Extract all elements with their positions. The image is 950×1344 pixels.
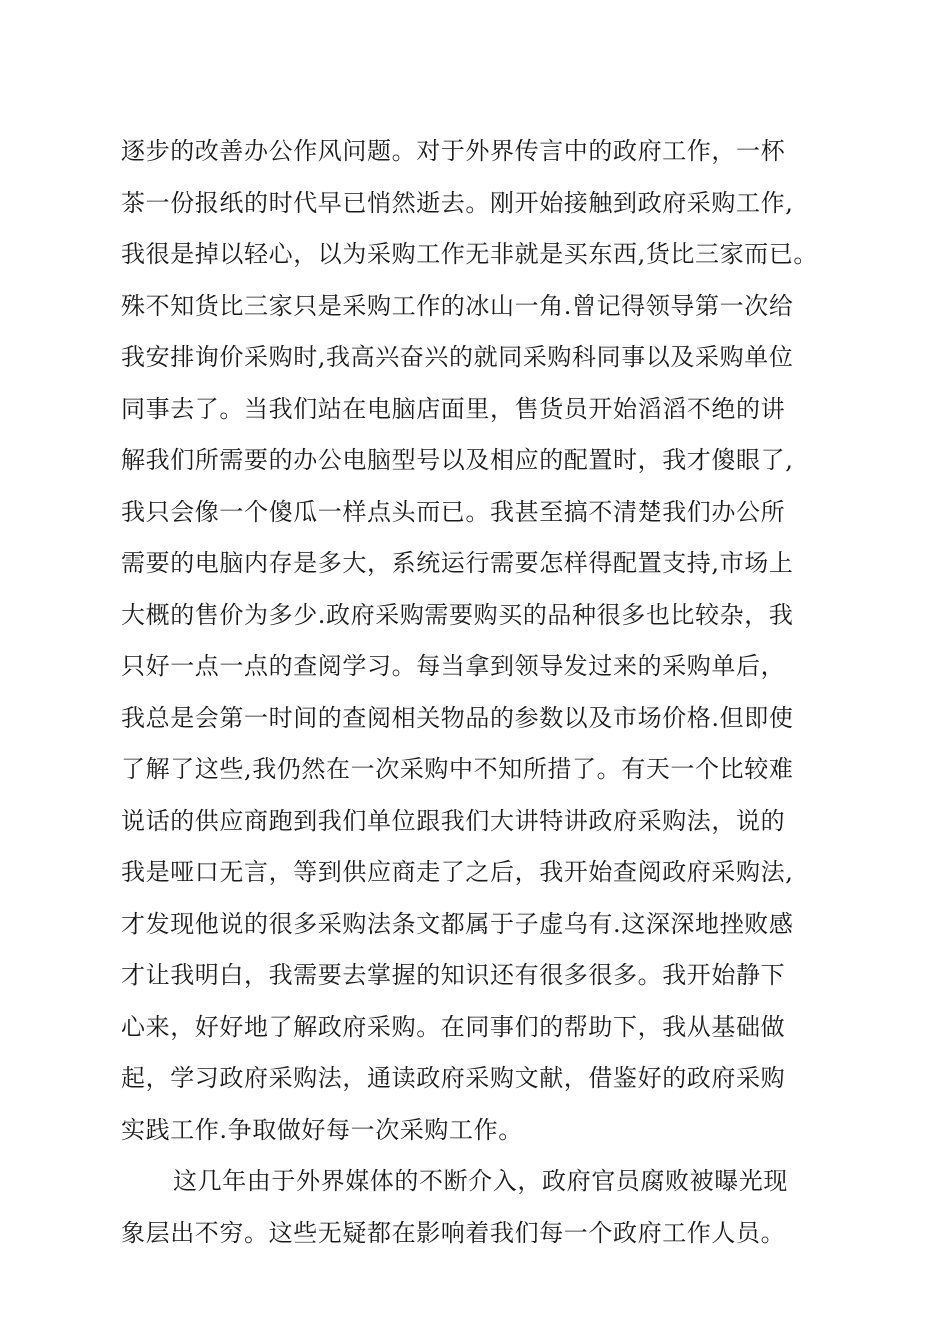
text-line: 茶一份报纸的时代早已悄然逝去。刚开始接触到政府采购工作, bbox=[121, 188, 794, 217]
text-line: 象层出不穷。这些无疑都在影响着我们每一个政府工作人员。 bbox=[121, 1218, 786, 1247]
text-line: 大概的售价为多少.政府采购需要购买的品种很多也比较杂，我 bbox=[121, 600, 794, 629]
text-line: 我安排询价采购时,我高兴奋兴的就同采购科同事以及采购单位 bbox=[121, 343, 794, 371]
text-line: 只好一点一点的查阅学习。每当拿到领导发过来的采购单后， bbox=[121, 652, 786, 680]
text-line: 才让我明白，我需要去掌握的知识还有很多很多。我开始静下 bbox=[121, 961, 786, 989]
text-line: 心来，好好地了解政府采购。在同事们的帮助下，我从基础做 bbox=[121, 1012, 786, 1041]
text-line: 我很是掉以轻心，以为采购工作无非就是买东西,货比三家而已。 bbox=[121, 240, 819, 268]
text-line: 才发现他说的很多采购法条文都属于子虚乌有.这深深地挫败感 bbox=[121, 909, 794, 938]
text-line: 解我们所需要的办公电脑型号以及相应的配置时，我才傻眼了, bbox=[121, 446, 794, 474]
text-line: 需要的电脑内存是多大，系统运行需要怎样得配置支持,市场上 bbox=[121, 549, 794, 577]
text-line: 实践工作.争取做好每一次采购工作。 bbox=[121, 1115, 523, 1144]
text-line: 我是哑口无言，等到供应商走了之后，我开始查阅政府采购法, bbox=[121, 858, 794, 886]
text-line: 我总是会第一时间的查阅相关物品的参数以及市场价格.但即使 bbox=[121, 703, 794, 732]
text-line: 逐步的改善办公作风问题。对于外界传言中的政府工作，一杯 bbox=[121, 137, 786, 165]
text-line: 同事去了。当我们站在电脑店面里，售货员开始滔滔不绝的讲 bbox=[121, 394, 786, 423]
text-line: 起，学习政府采购法，通读政府采购文献，借鉴好的政府采购 bbox=[121, 1064, 786, 1092]
body-text bbox=[121, 126, 841, 1259]
text-line: 殊不知货比三家只是采购工作的冰山一角.曾记得领导第一次给 bbox=[121, 291, 794, 320]
text-line: 说话的供应商跑到我们单位跟我们大讲特讲政府采购法，说的 bbox=[121, 806, 786, 835]
paragraph-first-line: 这几年由于外界媒体的不断介入，政府官员腐败被曝光现 bbox=[173, 1167, 788, 1195]
text-line: 我只会像一个傻瓜一样点头而已。我甚至搞不清楚我们办公所 bbox=[121, 497, 786, 526]
text-line: 了解了这些,我仍然在一次采购中不知所措了。有天一个比较难 bbox=[121, 755, 794, 783]
